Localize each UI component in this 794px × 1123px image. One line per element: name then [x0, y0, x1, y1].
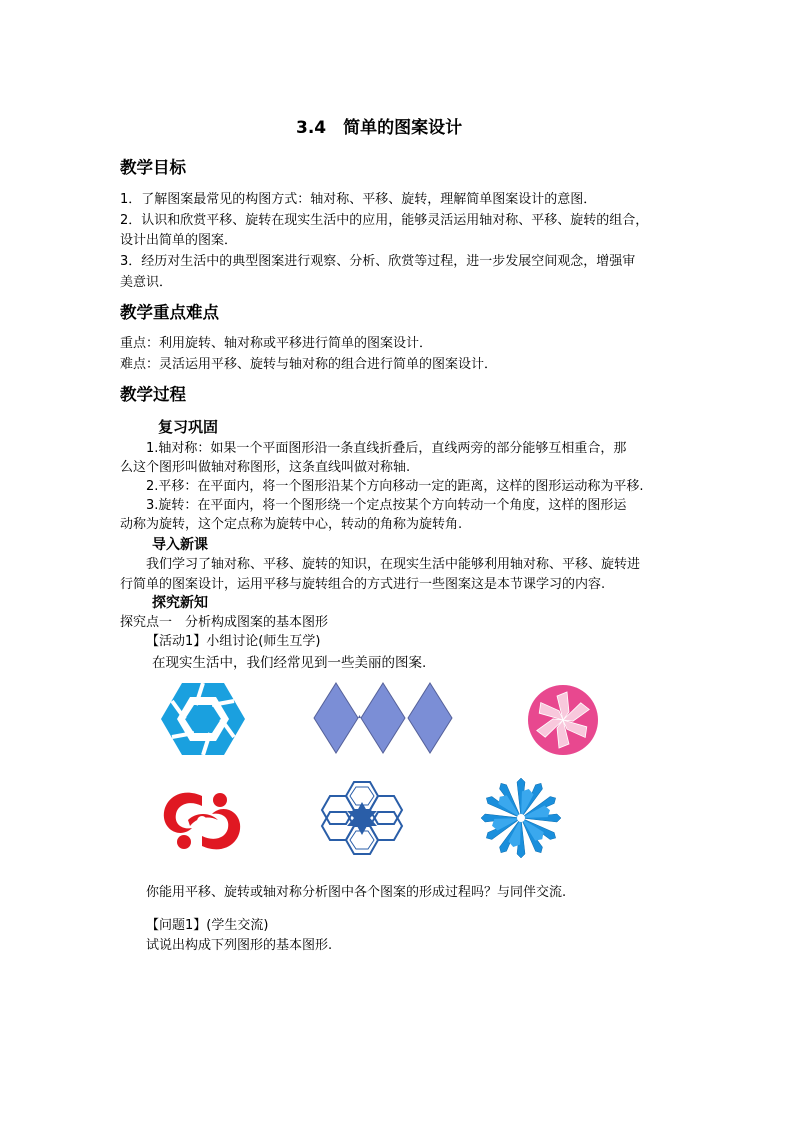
- blue-flower-figure: [481, 778, 561, 858]
- key-point-line: 重点：利用旋转、轴对称或平移进行简单的图案设计．: [120, 336, 433, 351]
- review-line: 动称为旋转，这个定点称为旋转中心，转动的角称为旋转角.: [120, 517, 463, 532]
- objectives-heading: 教学目标: [120, 158, 186, 177]
- explore-heading: 探究新知: [152, 595, 208, 611]
- page-title: 3.4 简单的图案设计: [296, 118, 463, 138]
- problem-text: 试说出构成下列图形的基本图形.: [146, 938, 333, 953]
- key-point-line: 难点：灵活运用平移、旋转与轴对称的组合进行简单的图案设计．: [120, 357, 498, 372]
- intro-heading: 导入新课: [152, 537, 208, 553]
- objective-line: 美意识．: [120, 275, 173, 290]
- question-text: 你能用平移、旋转或轴对称分析图中各个图案的形成过程吗？与同伴交流.: [146, 885, 567, 900]
- intro-line: 我们学习了轴对称、平移、旋转的知识，在现实生活中能够利用轴对称、平移、旋转进: [146, 557, 641, 572]
- intro-line: 行简单的图案设计，运用平移与旋转组合的方式进行一些图案这是本节课学习的内容.: [120, 577, 606, 592]
- activity-label: 【活动1】小组讨论(师生互学): [146, 634, 321, 649]
- hexagon-star-pattern-figure: [320, 780, 404, 856]
- hexagon-swirl-figure: [160, 681, 246, 757]
- review-line: 3.旋转：在平面内，将一个图形绕一个定点按某个方向转动一个角度，这样的图形运: [146, 498, 627, 513]
- review-line: 1.轴对称：如果一个平面图形沿一条直线折叠后，直线两旁的部分能够互相重合，那: [146, 441, 627, 456]
- activity-text: 在现实生活中，我们经常见到一些美丽的图案.: [152, 655, 427, 671]
- pink-flower-circle-figure: [527, 684, 599, 756]
- explore-point: 探究点一 分析构成图案的基本图形: [120, 615, 329, 630]
- objective-line: 设计出简单的图案．: [120, 233, 238, 248]
- red-swirl-figure: [160, 786, 244, 856]
- review-line: 么这个图形叫做轴对称图形，这条直线叫做对称轴.: [120, 460, 411, 475]
- process-heading: 教学过程: [120, 385, 186, 404]
- problem-label: 【问题1】(学生交流): [146, 918, 269, 933]
- key-points-heading: 教学重点难点: [120, 303, 219, 322]
- review-line: 2.平移：在平面内，将一个图形沿某个方向移动一定的距离，这样的图形运动称为平移.: [146, 479, 644, 494]
- objective-line: 3．经历对生活中的典型图案进行观察、分析、欣赏等过程，进一步发展空间观念，增强审: [120, 254, 636, 269]
- review-heading: 复习巩固: [158, 418, 219, 436]
- objective-line: 2．认识和欣赏平移、旋转在现实生活中的应用，能够灵活运用轴对称、平移、旋转的组合，: [120, 213, 649, 228]
- three-rhombi-figure: [313, 682, 453, 754]
- objective-line: 1．了解图案最常见的构图方式：轴对称、平移、旋转，理解简单图案设计的意图．: [120, 192, 597, 207]
